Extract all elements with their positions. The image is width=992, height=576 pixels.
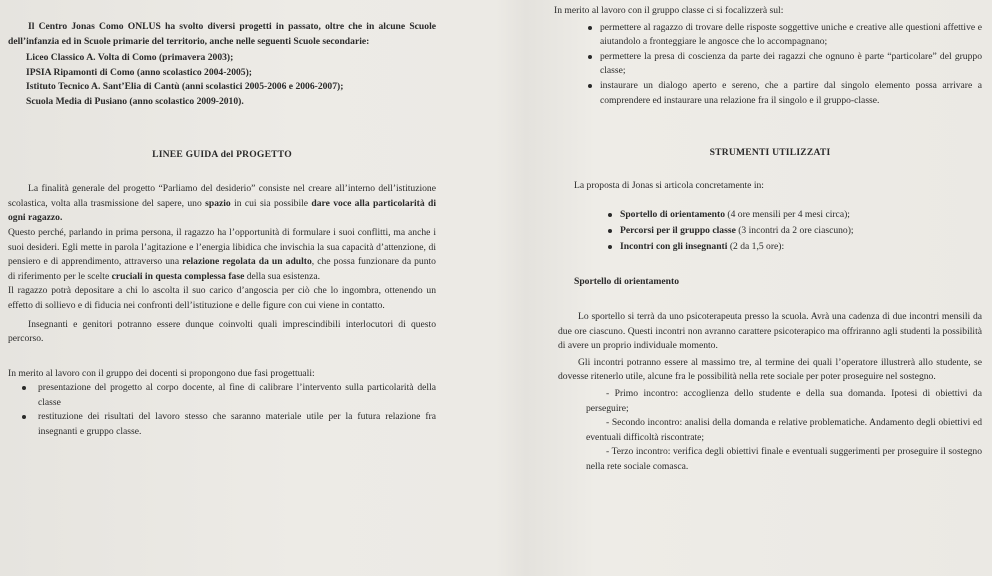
meeting-item: - Primo incontro: accoglienza dello studente e della sua domanda. Ipotesi di obiettivi da perseguire;: [586, 387, 982, 414]
school-item: Scuola Media di Pusiano (anno scolastico 2009-2010).: [26, 95, 244, 107]
school-item: IPSIA Ripamonti di Como (anno scolastico 2004-2005);: [26, 66, 252, 78]
paragraph-desk-description: Lo sportello si terrà da uno psicoterapeuta presso la scuola. Avrà una cadenza di due incontri mensili da due ore ciascuno. Questi incontri non avranno carattere psicoterapico ma offriranno agli studenti la possibilità di avere un proprio individuale momento.: [558, 310, 982, 352]
tool-name: Sportello di orientamento: [620, 209, 725, 221]
school-list: [8, 51, 436, 109]
meeting-item: - Secondo incontro: analisi della domanda e relative problematiche. Andamento degli obiettivi ed eventuali difficoltà riscontrate;: [586, 417, 982, 443]
text-run: La finalità generale del progetto “Parliamo del desiderio” consiste nel creare all’interno dell’istituzione scolastica, volta alla trasmissione del sapere, uno: [8, 183, 436, 209]
school-item: Liceo Classico A. Volta di Como (primavera 2003);: [26, 52, 234, 64]
list-item: [620, 239, 982, 255]
list-item: [620, 207, 982, 223]
tool-name: Incontri con gli insegnanti: [620, 241, 728, 253]
tool-name: Percorsi per il gruppo classe: [620, 225, 736, 237]
paragraph-reason: [8, 226, 436, 284]
meetings-list: [558, 387, 982, 475]
text-run-bold: cruciali in questa complessa fase: [111, 270, 245, 282]
list-item: [38, 410, 436, 439]
paragraph-teachers-group: In merito al lavoro con il gruppo dei docenti si propongono due fasi progettuali:: [8, 367, 315, 379]
text-run-bold: spazio: [205, 197, 231, 209]
list-item-text: instaurare un dialogo aperto e sereno, che a partire dal singolo elemento possa arrivare a comprendere ed instaurare una relazione fra il singolo e il gruppo-classe.: [600, 79, 982, 106]
subheading-orientation-desk: Sportello di orientamento: [574, 276, 679, 288]
bullet-icon: [588, 26, 592, 30]
bullet-icon: [608, 245, 612, 249]
text-run-bold: dare voce alla particolarità di ogni ragazzo.: [8, 197, 436, 224]
bullet-icon: [22, 415, 26, 419]
text-run: in cui sia possibile: [230, 197, 312, 209]
paragraph-teachers-parents: Insegnanti e genitori potranno essere dunque coinvolti quali imprescindibili interlocutori di questo percorso.: [8, 318, 436, 345]
list-item: [600, 50, 982, 79]
bullet-icon: [588, 84, 592, 88]
list-item-text: permettere la presa di coscienza da parte dei ragazzi che ognuno è parte “particolare” del gruppo classe;: [600, 50, 982, 77]
text-run-bold: relazione regolata da un adulto: [182, 256, 312, 268]
left-column: [8, 0, 436, 440]
teachers-phases-list: [8, 381, 436, 439]
text-run: della sua esistenza.: [244, 270, 320, 282]
bullet-icon: [608, 213, 612, 217]
intro-paragraph: Il Centro Jonas Como ONLUS ha svolto diversi progetti in passato, oltre che in alcune Scuole dell’infanzia ed in Scuole primarie del territorio, anche nelle seguenti Scuole secondarie:: [8, 21, 436, 47]
list-item-text: presentazione del progetto al corpo docente, al fine di calibrare l’intervento sulla particolarità della classe: [38, 382, 436, 408]
tool-detail: (2 da 1,5 ore):: [727, 241, 785, 253]
paragraph-relief: Il ragazzo potrà depositare a chi lo ascolta il suo carico d’angoscia per ciò che lo ingombra, ottenendo un effetto di sollievo e di fiducia nei confronti dell’istituzione e delle figure con cui viene in contatto.: [8, 285, 436, 311]
list-item: [600, 21, 982, 50]
list-item-text: permettere al ragazzo di trovare delle risposte soggettive uniche e creative alle questioni affettive e aiutandolo a fronteggiare le angosce che lo accompagnano;: [600, 21, 982, 48]
text-run: Questo perché, parlando in prima persona, il ragazzo ha l’opportunità di formulare i suoi conflitti, ma anche i suoi desideri. Egli mette in parola l’agitazione e l’energia libidica che invischia la sua capacità d’attenzione, di pensiero e di apprendimento, attraverso una: [8, 226, 436, 268]
tool-detail: (4 ore mensili per 4 mesi circa);: [725, 209, 850, 221]
paragraph-class-group: In merito al lavoro con il gruppo classe ci si focalizzerà sul:: [554, 5, 784, 16]
list-item-text: restituzione dei risultati del lavoro stesso che saranno materiale utile per la futura relazione fra insegnanti e gruppo classe.: [38, 411, 436, 438]
text-run: , che possa funzionare da punto di riferimento per le scelte: [8, 256, 436, 282]
bullet-icon: [22, 386, 26, 390]
tools-list: [558, 207, 982, 255]
paragraph-desk-meetings: Gli incontri potranno essere al massimo tre, al termine dei quali l’operatore illustrerà allo studente, se dovesse ritenerlo utile, alcune fra le possibilità nella rete sociale per poter proseguire nel sostegno.: [558, 356, 982, 383]
school-item: Istituto Tecnico A. Sant’Elia di Cantù (anni scolastici 2005-2006 e 2006-2007);: [26, 81, 344, 93]
bullet-icon: [608, 229, 612, 233]
meeting-item: - Terzo incontro: verifica degli obiettivi finale e eventuali suggerimenti per proseguire il sostegno nella rete sociale comasca.: [586, 446, 982, 472]
section-heading-tools: STRUMENTI UTILIZZATI: [709, 147, 831, 159]
section-heading-guidelines: LINEE GUIDA del PROGETTO: [152, 148, 292, 160]
list-item: [620, 223, 982, 239]
paragraph-proposal: La proposta di Jonas si articola concretamente in:: [574, 179, 764, 191]
list-item: [38, 381, 436, 410]
bullet-icon: [588, 55, 592, 59]
right-column: [554, 0, 982, 474]
tool-detail: (3 incontri da 2 ore ciascuno);: [735, 225, 854, 237]
paragraph-purpose: [8, 182, 436, 226]
class-focus-list: [558, 21, 982, 109]
list-item: [600, 79, 982, 108]
